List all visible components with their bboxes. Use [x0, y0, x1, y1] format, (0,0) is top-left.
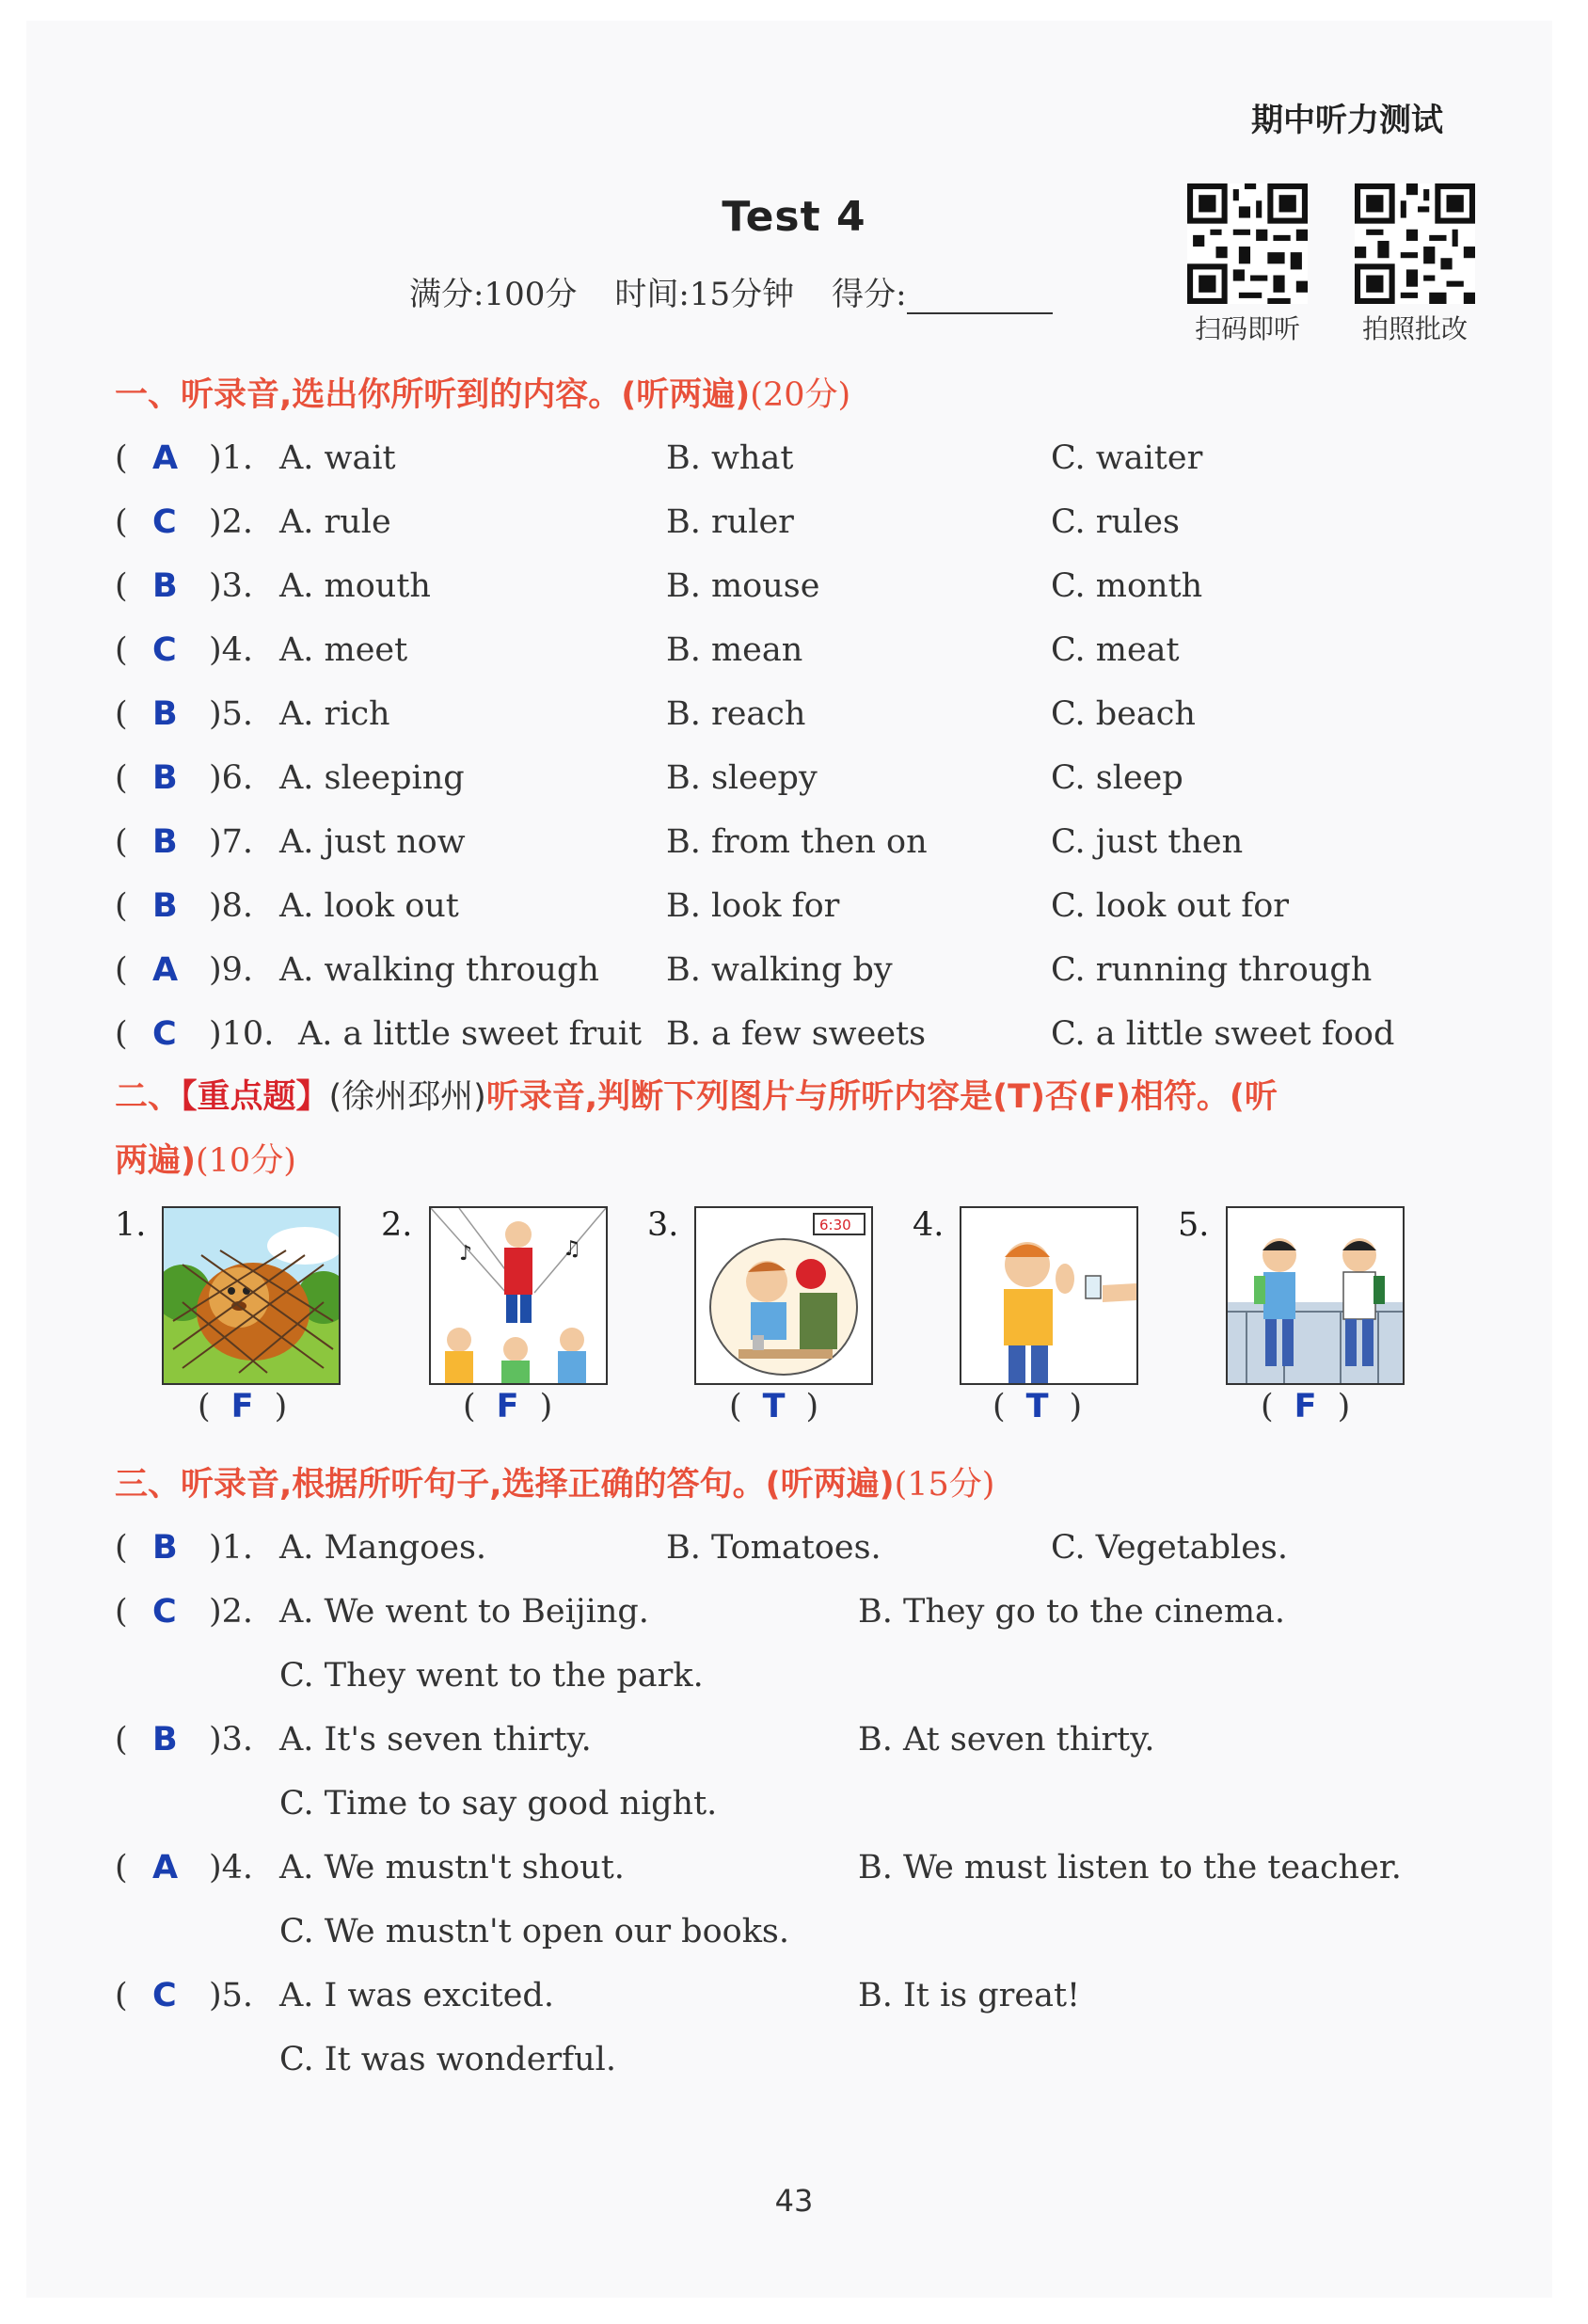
option-c[interactable]: C. look out for	[1051, 887, 1290, 925]
option-a[interactable]: A. I was excited.	[279, 1977, 554, 2014]
clock-label: 6:30	[819, 1217, 851, 1234]
option-c[interactable]: C. meat	[1051, 631, 1180, 669]
question-row	[115, 435, 1469, 482]
option-c[interactable]: C. just then	[1051, 823, 1244, 861]
question-row	[115, 947, 1469, 994]
test-info	[409, 268, 1090, 314]
answer-paren: (	[115, 567, 128, 605]
answer-letter[interactable]: C	[152, 503, 177, 541]
question-row	[115, 627, 1469, 674]
answer-letter[interactable]: B	[152, 567, 178, 605]
option-a[interactable]: A. rule	[279, 503, 391, 541]
answer-letter[interactable]: C	[152, 1977, 177, 2014]
question-row	[115, 1011, 1469, 1058]
time-limit: 时间:15分钟	[614, 276, 795, 313]
question-number: )5.	[209, 1977, 254, 2014]
option-b[interactable]: B. reach	[666, 695, 806, 733]
question-number: )4.	[209, 1849, 254, 1886]
option-b[interactable]: B. Tomatoes.	[666, 1529, 881, 1567]
question-number: )3.	[209, 1721, 254, 1759]
option-b[interactable]: B. They go to the cinema.	[858, 1593, 1286, 1631]
option-a[interactable]: A. a little sweet fruit	[298, 1015, 643, 1053]
option-a[interactable]: A. Mangoes.	[279, 1529, 487, 1567]
answer-paren: (	[115, 1721, 128, 1759]
option-c[interactable]: C. waiter	[1051, 439, 1203, 477]
answer-paren: (	[115, 695, 128, 733]
option-c[interactable]: C. running through	[1051, 951, 1373, 989]
qr-label-grade: 拍照批改	[1361, 313, 1468, 344]
option-b[interactable]: B. from then on	[666, 823, 928, 861]
tf-answer-1: ( F )	[198, 1388, 288, 1425]
score-label: 得分:	[832, 276, 907, 313]
picture-number: 5.	[1178, 1206, 1210, 1244]
option-a[interactable]: A. wait	[279, 439, 396, 477]
picture-boys-walking	[1226, 1206, 1405, 1385]
page-number: 43	[774, 2183, 814, 2219]
answer-paren: (	[115, 759, 128, 797]
answer-letter[interactable]: A	[152, 951, 179, 989]
option-a[interactable]: A. look out	[279, 887, 459, 925]
option-c[interactable]: C. rules	[1051, 503, 1180, 541]
question-number: )2.	[209, 1593, 254, 1631]
option-b[interactable]: B. a few sweets	[666, 1015, 927, 1053]
answer-paren: (	[115, 439, 128, 477]
answer-letter[interactable]: A	[152, 1849, 179, 1886]
picture-number: 3.	[647, 1206, 679, 1244]
option-a[interactable]: A. It's seven thirty.	[279, 1721, 592, 1759]
tf-answer-4: ( T )	[992, 1388, 1083, 1425]
section2-heading-cont: 两遍)(10分)	[115, 1142, 296, 1180]
option-b[interactable]: B. mouse	[666, 567, 820, 605]
question-number: )4.	[209, 631, 254, 669]
picture-boy-refusing-drink	[960, 1206, 1138, 1385]
tf-answer-5: ( F )	[1261, 1388, 1351, 1425]
tf-answer-3: ( T )	[729, 1388, 819, 1425]
question-row	[115, 563, 1469, 610]
question-row	[115, 755, 1469, 802]
option-c[interactable]: C. Vegetables.	[1051, 1529, 1289, 1567]
section1-heading: 一、听录音,选出你所听到的内容。(听两遍)(20分)	[115, 376, 851, 414]
option-b[interactable]: B. what	[666, 439, 794, 477]
option-c[interactable]: C. It was wonderful.	[279, 2041, 616, 2078]
option-b[interactable]: B. mean	[666, 631, 803, 669]
svg-text:♫: ♫	[563, 1237, 581, 1261]
picture-number: 2.	[381, 1206, 413, 1244]
option-c[interactable]: C. sleep	[1051, 759, 1183, 797]
question-number: )5.	[209, 695, 254, 733]
answer-paren: (	[115, 1015, 128, 1053]
picture-number: 4.	[913, 1206, 945, 1244]
tf-answer-2: ( F )	[463, 1388, 553, 1425]
question-row	[115, 1716, 1469, 1823]
answer-paren: (	[115, 1977, 128, 2014]
answer-letter[interactable]: B	[152, 759, 178, 797]
answer-letter[interactable]: C	[152, 631, 177, 669]
option-a[interactable]: A. sleeping	[279, 759, 465, 797]
qr-code-icon[interactable]	[1355, 183, 1475, 304]
question-number: )8.	[209, 887, 254, 925]
answer-paren: (	[115, 887, 128, 925]
answer-letter[interactable]: B	[152, 1721, 178, 1759]
section2-heading: 二、【重点题】(徐州邳州)听录音,判断下列图片与所听内容是(T)否(F)相符。(听	[115, 1078, 1278, 1116]
option-c[interactable]: C. They went to the park.	[279, 1657, 704, 1695]
question-row	[115, 1972, 1469, 2078]
picture-singer-on-stage	[429, 1206, 608, 1385]
picture-lion-in-net	[162, 1206, 341, 1385]
option-a[interactable]: A. meet	[279, 631, 408, 669]
option-c[interactable]: C. month	[1051, 567, 1203, 605]
question-row	[115, 1588, 1469, 1695]
answer-letter[interactable]: A	[152, 439, 179, 477]
option-b[interactable]: B. walking by	[666, 951, 893, 989]
question-number: )10.	[209, 1015, 275, 1053]
question-row	[115, 819, 1469, 866]
question-row	[115, 499, 1469, 546]
question-row	[115, 1524, 1469, 1571]
answer-letter[interactable]: B	[152, 887, 178, 925]
option-a[interactable]: A. rich	[279, 695, 390, 733]
option-b[interactable]: B. We must listen to the teacher.	[858, 1849, 1402, 1886]
option-c[interactable]: C. Time to say good night.	[279, 1785, 718, 1823]
answer-paren: (	[115, 1529, 128, 1567]
option-a[interactable]: A. just now	[279, 823, 466, 861]
test-title: Test 4	[722, 193, 866, 241]
question-number: )9.	[209, 951, 254, 989]
question-row	[115, 1844, 1469, 1950]
svg-text:♪: ♪	[459, 1242, 473, 1265]
question-number: )7.	[209, 823, 254, 861]
answer-paren: (	[115, 631, 128, 669]
full-score: 满分:100分	[409, 276, 578, 313]
option-b[interactable]: B. ruler	[666, 503, 794, 541]
option-b[interactable]: B. It is great!	[858, 1977, 1081, 2014]
corner-label: 期中听力测试	[1251, 102, 1443, 139]
question-number: )1.	[209, 1529, 254, 1567]
answer-paren: (	[115, 823, 128, 861]
option-b[interactable]: B. look for	[666, 887, 840, 925]
answer-paren: (	[115, 951, 128, 989]
question-number: )1.	[209, 439, 254, 477]
answer-letter[interactable]: B	[152, 823, 178, 861]
option-c[interactable]: C. a little sweet food	[1051, 1015, 1395, 1053]
answer-paren: (	[115, 1593, 128, 1631]
option-c[interactable]: C. We mustn't open our books.	[279, 1913, 790, 1950]
option-a[interactable]: A. walking through	[279, 951, 599, 989]
qr-code-icon[interactable]	[1187, 183, 1308, 304]
question-row	[115, 691, 1469, 738]
question-number: )2.	[209, 503, 254, 541]
option-a[interactable]: A. We mustn't shout.	[279, 1849, 625, 1886]
picture-number: 1.	[115, 1206, 147, 1244]
answer-letter[interactable]: C	[152, 1593, 177, 1631]
option-b[interactable]: B. sleepy	[666, 759, 818, 797]
question-number: )6.	[209, 759, 254, 797]
picture-boy-thinking-breakfast	[694, 1206, 873, 1385]
answer-paren: (	[115, 1849, 128, 1886]
answer-letter[interactable]: C	[152, 1015, 177, 1053]
option-a[interactable]: A. mouth	[279, 567, 431, 605]
answer-paren: (	[115, 503, 128, 541]
option-c[interactable]: C. beach	[1051, 695, 1196, 733]
question-number: )3.	[209, 567, 254, 605]
section3-heading: 三、听录音,根据所听句子,选择正确的答句。(听两遍)(15分)	[115, 1466, 995, 1504]
score-blank[interactable]	[907, 280, 1053, 314]
qr-label-listen: 扫码即听	[1194, 313, 1300, 344]
option-a[interactable]: A. We went to Beijing.	[279, 1593, 649, 1631]
option-b[interactable]: B. At seven thirty.	[858, 1721, 1155, 1759]
answer-letter[interactable]: B	[152, 695, 178, 733]
question-row	[115, 883, 1469, 930]
answer-letter[interactable]: B	[152, 1529, 178, 1567]
